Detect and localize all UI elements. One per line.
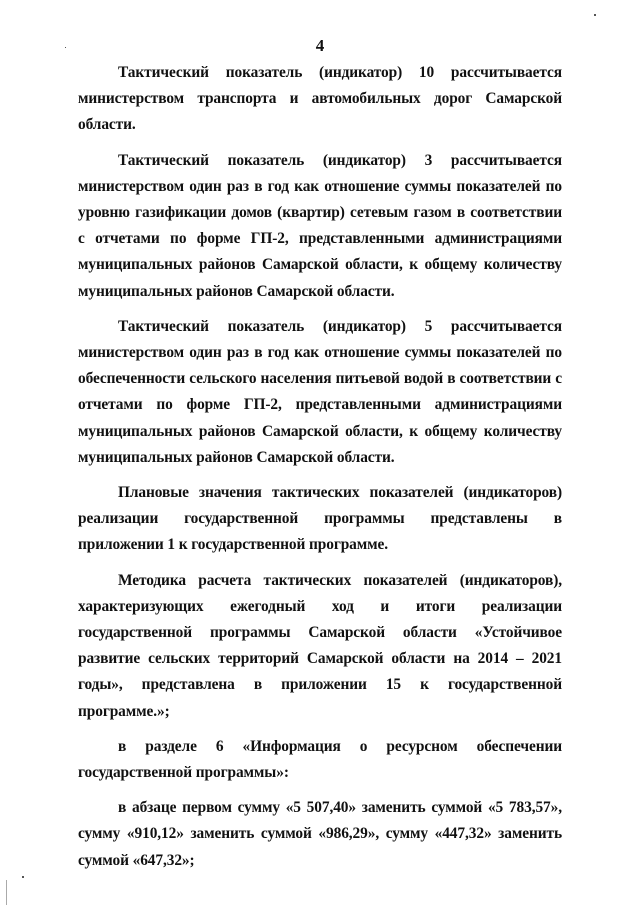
scan-speck-bottom-left [22,876,24,878]
scan-speck-top-right [594,14,596,16]
paragraph-methodology: Методика расчета тактических показателей (индикаторов), характеризующих ежегодный ход и итоги реализации государственной программы Самарской области «Устойчивое развитие сельских территорий Самарской области на 2014 – 2021 годы», представлена в приложении 15 к государственной программе.»; [78,571,562,720]
paragraph-section-6: в разделе 6 «Информация о ресурсном обеспечении государственной программы»: [78,737,562,782]
scan-speck-top-left [65,47,66,48]
paragraph-amount-changes: в абзаце первом сумму «5 507,40» заменить суммой «5 783,57», сумму «910,12» заменить суммой «986,29», сумму «447,32» заменить суммой «647,32»; [78,799,562,869]
document-body [78,60,562,883]
paragraph-indicator-10: Тактический показатель (индикатор) 10 рассчитывается министерством транспорта и автомобильных дорог Самарской области. [78,64,562,134]
paragraph-indicator-3: Тактический показатель (индикатор) 3 рассчитывается министерством один раз в год как отношение суммы показателей по уровню газификации домов (квартир) сетевым газом в соответствии с отчетами по форме ГП-2, представленными администрациями муниципальных районов Самарской области, к общему количеству муниципальных районов Самарской области. [78,151,562,300]
page-number: 4 [315,36,325,55]
paragraph-planned-values: Плановые значения тактических показателей (индикаторов) реализации государственной программы представлены в приложении 1 к государственной программе. [78,484,562,554]
scan-edge-line [6,880,7,905]
paragraph-indicator-5: Тактический показатель (индикатор) 5 рассчитывается министерством один раз в год как отношение суммы показателей по обеспеченности сельского населения питьевой водой в соответствии с отчетами по форме ГП-2, представленными администрациями муниципальных районов Самарской области, к общему количеству муниципальных районов Самарской области. [78,317,562,466]
